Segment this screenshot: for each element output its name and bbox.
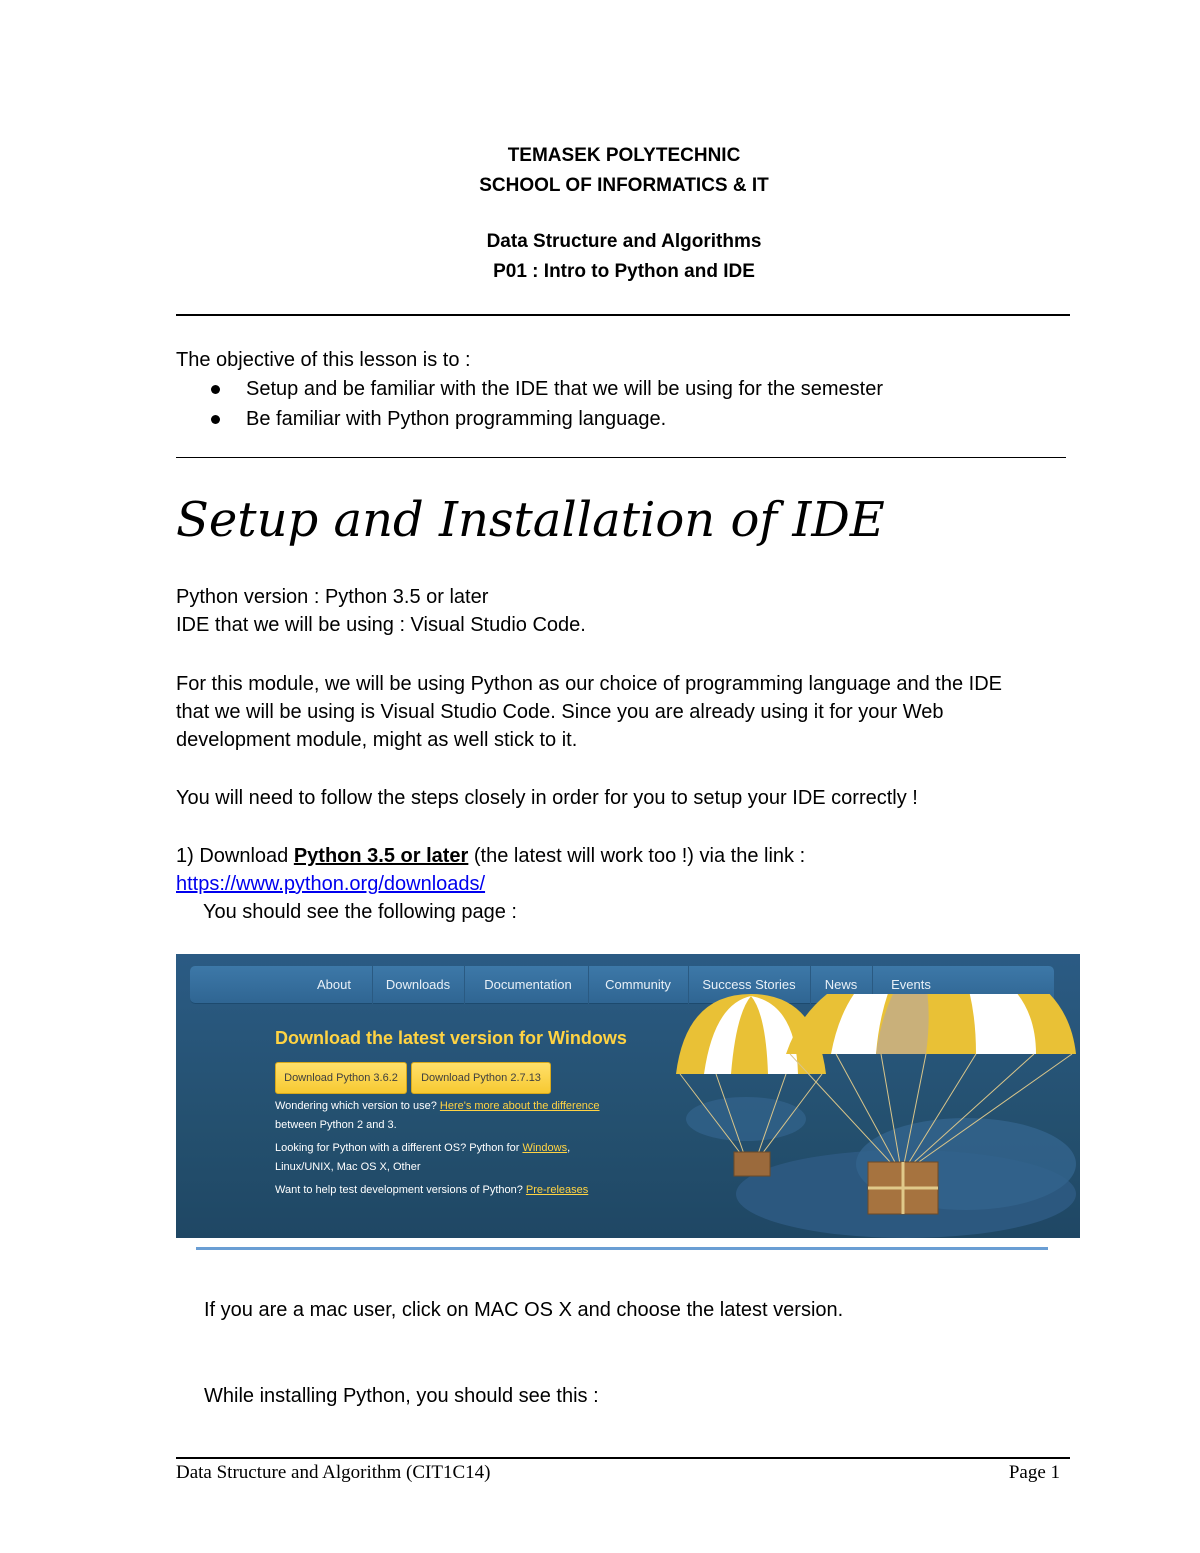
screenshot-bottom-line <box>196 1247 1048 1250</box>
nav-news: News <box>824 977 858 992</box>
nav-separator <box>464 966 465 1004</box>
instructions-paragraph: You will need to follow the steps closely in order for you to setup your IDE correctly ! <box>176 787 918 809</box>
nav-success-stories: Success Stories <box>702 977 796 992</box>
nav-separator <box>372 966 373 1004</box>
screenshot-bottom-strip <box>176 1238 1080 1264</box>
practical-title: P01 : Intro to Python and IDE <box>493 261 755 282</box>
installing-instruction: While installing Python, you should see this : <box>204 1385 599 1407</box>
ide-line: IDE that we will be using : Visual Studio Code. <box>176 614 586 636</box>
header-divider <box>176 314 1070 316</box>
course-title: Data Structure and Algorithms <box>486 231 762 252</box>
list-item: Be familiar with Python programming language. <box>208 404 883 434</box>
nav-separator <box>588 966 589 1004</box>
footer-page-number: Page 1 <box>1008 1462 1060 1483</box>
prerelease-text: Want to help test development versions of Python? Pre-releases <box>275 1184 589 1196</box>
download-link-line <box>176 870 485 898</box>
python-version-emphasis: Python 3.5 or later <box>293 845 469 867</box>
section-heading: Setup and Installation of IDE <box>176 492 885 548</box>
nav-downloads: Downloads <box>385 977 451 992</box>
footer-divider <box>176 1457 1070 1459</box>
institution-title: TEMASEK POLYTECHNIC <box>507 145 741 166</box>
see-following-line: You should see the following page : <box>203 901 517 923</box>
step1-line: 1) Download Python 3.5 or later (the latest will work too !) via the link : <box>176 845 806 867</box>
objective-divider <box>176 457 1066 458</box>
paragraph-line: development module, might as well stick to it. <box>176 729 578 751</box>
other-os-text-2: Linux/UNIX, Mac OS X, Other <box>275 1161 421 1173</box>
python-version-line: Python version : Python 3.5 or later <box>176 586 489 608</box>
paragraph-line: that we will be using is Visual Studio Code. Since you are already using it for your Web <box>176 701 944 723</box>
nav-events: Events <box>891 977 931 992</box>
download-python2-button: Download Python 2.7.13 <box>411 1062 551 1094</box>
download-headline: Download the latest version for Windows <box>275 1028 627 1048</box>
objective-intro: The objective of this lesson is to : <box>176 349 471 371</box>
version-help-text: Wondering which version to use? Here's more about the difference <box>275 1100 600 1112</box>
bullet-icon <box>211 415 220 424</box>
bullet-icon <box>211 385 220 394</box>
python-downloads-screenshot <box>176 954 1080 1238</box>
other-os-text: Looking for Python with a different OS? Python for Windows, <box>275 1142 571 1154</box>
objective-list <box>208 374 883 434</box>
mac-instruction: If you are a mac user, click on MAC OS X and choose the latest version. <box>204 1299 844 1321</box>
list-item: Setup and be familiar with the IDE that we will be using for the semester <box>208 374 883 404</box>
footer-course: Data Structure and Algorithm (CIT1C14) <box>176 1462 491 1483</box>
version-help-text-2: between Python 2 and 3. <box>275 1119 397 1131</box>
paragraph-line: For this module, we will be using Python as our choice of programming language and the IDE <box>176 673 1003 695</box>
nav-documentation: Documentation <box>484 977 572 992</box>
download-python3-button: Download Python 3.6.2 <box>275 1062 407 1094</box>
nav-about: About <box>317 977 351 992</box>
school-title: SCHOOL OF INFORMATICS & IT <box>479 175 769 196</box>
parachute-illustration <box>656 994 1080 1238</box>
nav-community: Community <box>605 977 671 992</box>
python-downloads-link[interactable]: https://www.python.org/downloads/ <box>176 873 486 895</box>
